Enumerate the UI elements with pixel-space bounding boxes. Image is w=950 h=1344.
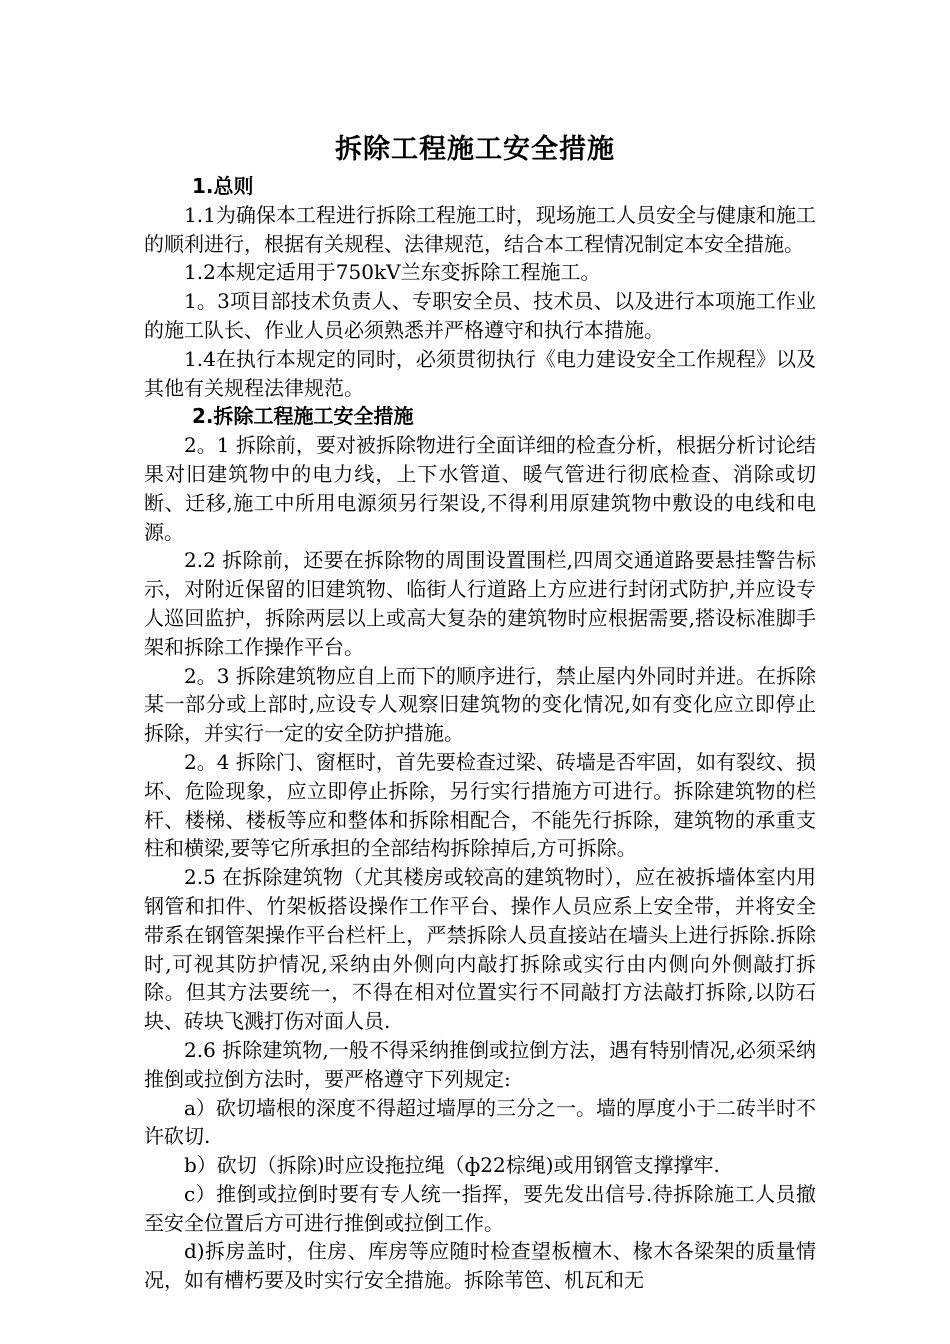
paragraph-1-3: 1。3项目部技术负责人、专职安全员、技术员、以及进行本项施工作业的施工队长、作业人员必须熟悉并严格遵守和执行本措施。 bbox=[144, 289, 816, 342]
paragraph-2-6: 2.6 拆除建筑物,一般不得采纳推倒或拉倒方法，遇有特别情况,必须采纳推倒或拉倒方法时，要严格遵守下列规定: bbox=[144, 1037, 816, 1091]
section-heading-safety-measures: 2.拆除工程施工安全措施 bbox=[192, 404, 414, 429]
document-body bbox=[144, 172, 816, 1295]
list-item-b: b）砍切（拆除)时应设拖拉绳（ф22棕绳)或用钢管支撑撑牢. bbox=[184, 1153, 720, 1178]
paragraph-2-2: 2.2 拆除前，还要在拆除物的周围设置围栏,四周交通道路要悬挂警告标示，对附近保留的旧建筑物、临街人行道路上方应进行封闭式防护,并应设专人巡回监护，拆除两层以上或高大复杂的建筑物时应根据需要,搭设标准脚手架和拆除工作操作平台。 bbox=[144, 548, 816, 659]
list-item-c: c）推倒或拉倒时要有专人统一指挥，要先发出信号.待拆除施工人员撤至安全位置后方可进行推倒或拉倒工作。 bbox=[144, 1181, 816, 1235]
paragraph-2-1: 2。1 拆除前，要对被拆除物进行全面详细的检查分析，根据分析讨论结果对旧建筑物中的电力线，上下水管道、暖气管进行彻底检查、消除或切断、迁移,施工中所用电源须另行架设,不得利用原建筑物中敷设的电线和电源。 bbox=[144, 433, 816, 544]
paragraph-1-1: 1.1为确保本工程进行拆除工程施工时，现场施工人员安全与健康和施工的顺利进行，根据有关规程、法律规范，结合本工程情况制定本安全措施。 bbox=[144, 202, 816, 256]
paragraph-2-3: 2。3 拆除建筑物应自上而下的顺序进行，禁止屋内外同时并进。在拆除某一部分或上部时,应设专人观察旧建筑物的变化情况,如有变化应立即停止拆除，并实行一定的安全防护措施。 bbox=[144, 663, 816, 746]
paragraph-1-2: 1.2本规定适用于750kV兰东变拆除工程施工。 bbox=[184, 260, 601, 285]
section-heading-general: 1.总则 bbox=[192, 174, 254, 198]
list-item-d: d)拆房盖时，住房、库房等应随时检查望板檀木、椽木各梁架的质量情况，如有槽朽要及时实行安全措施。拆除苇笆、机瓦和无 bbox=[144, 1239, 816, 1293]
document-title: 拆除工程施工安全措施 bbox=[335, 134, 615, 165]
paragraph-2-4: 2。4 拆除门、窗框时，首先要检查过梁、砖墙是否牢固，如有裂纹、损坏、危险现象，应立即停止拆除，另行实行措施方可进行。拆除建筑物的栏杆、楼梯、楼板等应和整体和拆除相配合，不能先行拆除，建筑物的承重支柱和横梁,要等它所承担的全部结构拆除掉后,方可拆除。 bbox=[144, 749, 816, 861]
paragraph-1-4: 1.4在执行本规定的同时，必须贯彻执行《电力建设安全工作规程》以及其他有关规程法律规范。 bbox=[144, 346, 816, 400]
paragraph-2-5: 2.5 在拆除建筑物（尤其楼房或较高的建筑物时），应在被拆墙体室内用钢管和扣件、竹架板搭设操作工作平台、操作人员应系上安全带，并将安全带系在钢管架操作平台栏杆上，严禁拆除人员直接站在墙头上进行拆除.拆除时,可视其防护情况,采纳由外侧向内敲打拆除或实行由内侧向外侧敲打拆除。但其方法要统一，不得在相对位置实行不同敲打方法敲打拆除,以防石块、砖块飞溅打伤对面人员. bbox=[144, 865, 816, 1034]
list-item-a: a）砍切墙根的深度不得超过墙厚的三分之一。墙的厚度小于二砖半时不许砍切. bbox=[144, 1095, 816, 1149]
